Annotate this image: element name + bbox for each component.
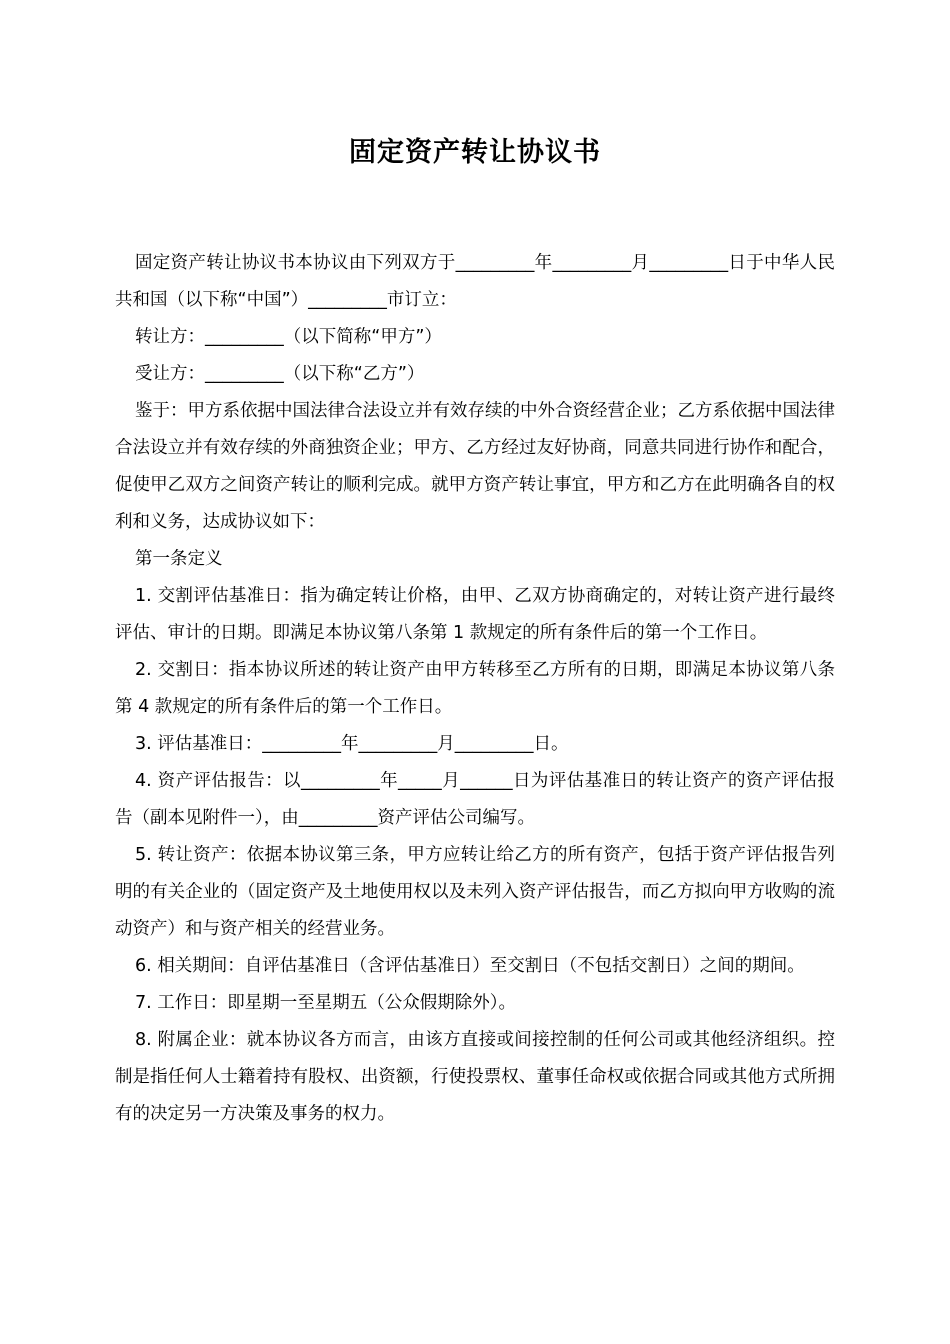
clause-8: 8. 附属企业：就本协议各方而言，由该方直接或间接控制的任何公司或其他经济组织。控制是指任何人士籍着持有股权、出资额，行使投票权、董事任命权或依据合同或其他方式所拥有的决定另一方决策及事务的权力。	[115, 1030, 835, 1124]
document-body	[115, 245, 835, 1133]
clause-5: 5. 转让资产：依据本协议第三条，甲方应转让给乙方的所有资产，包括于资产评估报告列明的有关企业的（固定资产及土地使用权以及未列入资产评估报告，而乙方拟向甲方收购的流动资产）和与资产相关的经营业务。	[115, 845, 835, 939]
paragraph-preamble: 固定资产转让协议书本协议由下列双方于_________年_________月_________日于中华人民共和国（以下称“中国”）_________市订立：	[115, 253, 835, 310]
paragraph-transferee: 受让方：_________（以下称“乙方”）	[135, 364, 425, 384]
paragraph-whereas: 鉴于：甲方系依据中国法律合法设立并有效存续的中外合资经营企业；乙方系依据中国法律合法设立并有效存续的外商独资企业；甲方、乙方经过友好协商，同意共同进行协作和配合，促使甲乙双方之间资产转让的顺利完成。就甲方资产转让事宜，甲方和乙方在此明确各自的权利和义务，达成协议如下：	[115, 401, 835, 532]
clause-4: 4. 资产评估报告：以_________年_____月______日为评估基准日的转让资产的资产评估报告（副本见附件一），由_________资产评估公司编写。	[115, 771, 835, 828]
clause-2: 2. 交割日：指本协议所述的转让资产由甲方转移至乙方所有的日期，即满足本协议第八条第 4 款规定的所有条件后的第一个工作日。	[115, 660, 835, 717]
paragraph-transferor: 转让方：_________（以下简称“甲方”）	[135, 327, 442, 347]
clause-6: 6. 相关期间：自评估基准日（含评估基准日）至交割日（不包括交割日）之间的期间。	[135, 956, 805, 976]
clause-1: 1. 交割评估基准日：指为确定转让价格，由甲、乙双方协商确定的，对转让资产进行最终评估、审计的日期。即满足本协议第八条第 1 款规定的所有条件后的第一个工作日。	[115, 586, 835, 643]
document-title: 固定资产转让协议书	[349, 137, 601, 168]
clause-7: 7. 工作日：即星期一至星期五（公众假期除外）。	[135, 993, 517, 1013]
article-heading: 第一条定义	[135, 549, 223, 569]
clause-3: 3. 评估基准日：_________年_________月_________日。	[135, 734, 569, 754]
